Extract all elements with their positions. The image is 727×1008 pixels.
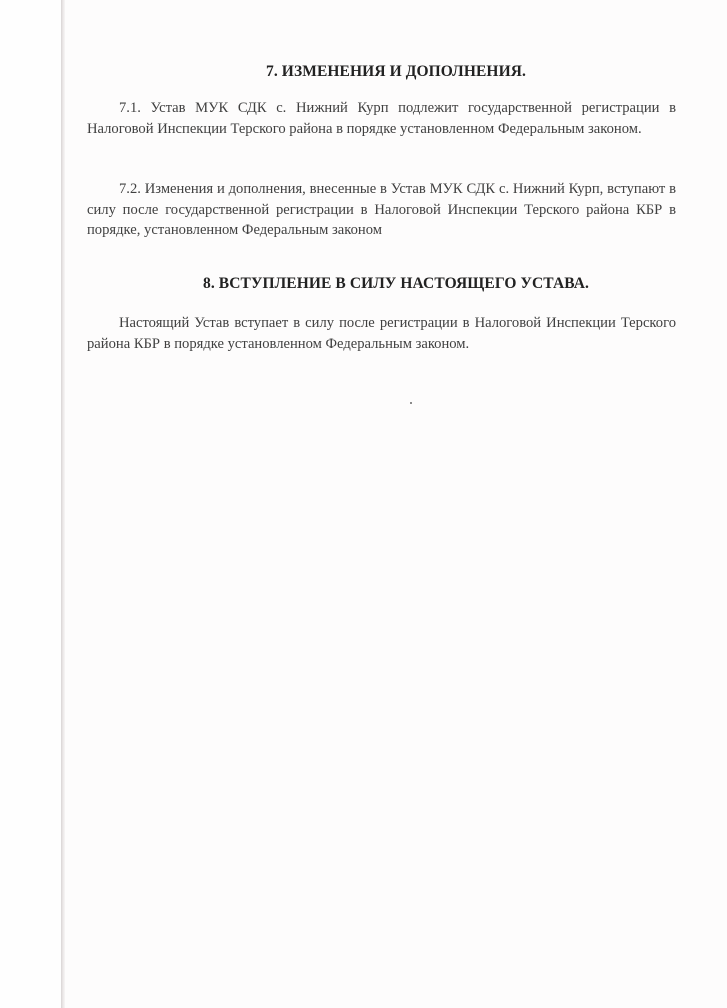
scan-speck bbox=[410, 402, 412, 404]
section-8-text: Настоящий Устав вступает в силу после регистрации в Налоговой Инспекции Терского района КБР в порядке установленном Федеральным законом. bbox=[87, 315, 676, 352]
clause-7-1-text: 7.1. Устав МУК СДК с. Нижний Курп подлежит государственной регистрации в Налоговой Инспекции Терского района в порядке установленном Федеральным законом. bbox=[87, 100, 676, 137]
adjacent-page-margin bbox=[0, 0, 62, 1008]
page-fold bbox=[61, 0, 65, 1008]
section-7-heading: 7. ИЗМЕНЕНИЯ И ДОПОЛНЕНИЯ. bbox=[266, 63, 526, 80]
section-8-heading: 8. ВСТУПЛЕНИЕ В СИЛУ НАСТОЯЩЕГО УСТАВА. bbox=[203, 275, 589, 292]
clause-7-2-text: 7.2. Изменения и дополнения, внесенные в Устав МУК СДК с. Нижний Курп, вступают в силу после государственной регистрации в Налоговой Инспекции Терского района КБР в порядке, установленном Федеральным законом bbox=[87, 181, 676, 238]
section-8-body bbox=[87, 313, 676, 354]
clause-7-1 bbox=[87, 98, 676, 139]
clause-7-2 bbox=[87, 179, 676, 241]
document-page bbox=[65, 0, 727, 1008]
